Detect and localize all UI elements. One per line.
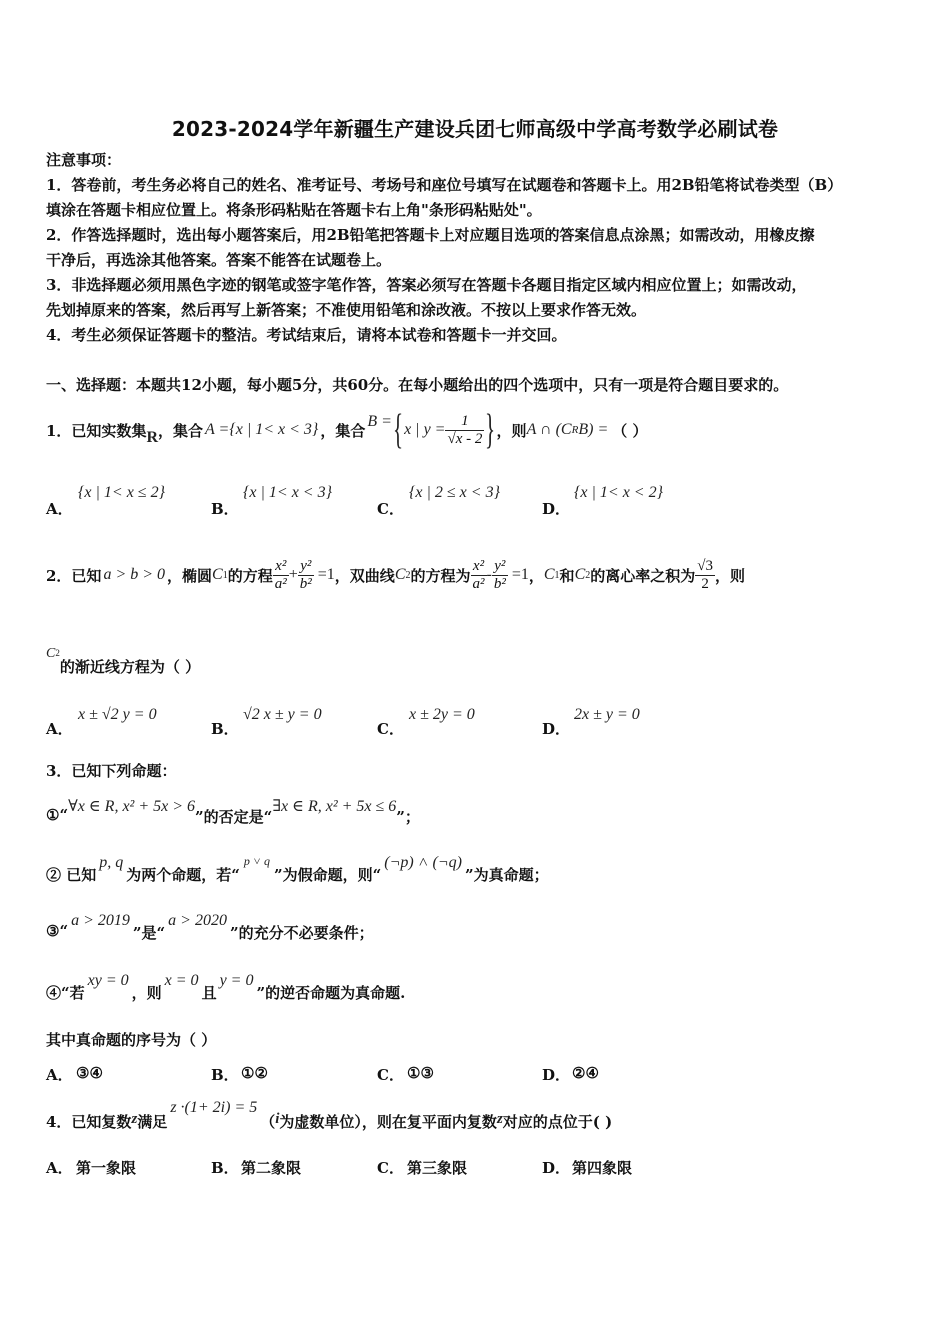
q1-option-b-label[interactable]: B． — [211, 500, 239, 518]
q1-text-4: ，则 — [496, 421, 527, 440]
q4-option-a-label[interactable]: A． — [46, 1159, 73, 1177]
notice-line-3: 2．作答选择题时，选出每小题答案后，用2B铅笔把答题卡上对应题目选项的答案信息点涂黑；如需改动，用橡皮擦 — [46, 226, 815, 244]
q1-text-2: ，集合 — [158, 421, 204, 440]
q4-text-3: （ — [260, 1113, 276, 1131]
q1-set-b-lhs: B = — [367, 413, 392, 430]
q3-option-c-label[interactable]: C． — [377, 1066, 404, 1084]
q3-ask: 其中真命题的序号为（ ） — [46, 1031, 217, 1049]
q4-option-b[interactable]: 第二象限 — [241, 1159, 302, 1177]
q1-set-b-cond: x | y = — [404, 421, 446, 438]
q1-left-brace: { — [392, 407, 404, 453]
q2-frac-y-den: b² — [299, 575, 312, 592]
q1-option-c[interactable]: {x | 2 ≤ x < 3} — [409, 484, 500, 501]
q1-option-b[interactable]: {x | 1< x < 3} — [243, 484, 332, 501]
q3-p3-a: ③“ — [46, 922, 69, 940]
question-4 — [46, 1099, 613, 1131]
q1-expr-sub: R — [571, 424, 579, 436]
q1-expr: A ∩ (C — [526, 421, 572, 438]
q3-p2-math-1: p, q — [99, 854, 124, 871]
q2-text-9: ，则 — [714, 566, 745, 585]
q3-p1-a: ①“ — [46, 806, 69, 824]
q1-option-d-label[interactable]: D． — [542, 500, 571, 518]
q1-text-3: ，集合 — [320, 421, 366, 440]
q2-line-2 — [46, 644, 201, 676]
q2-frac-product-num: √3 — [697, 557, 713, 574]
q2-options — [46, 704, 906, 738]
exam-title: 2023-2024学年新疆生产建设兵团七师高级中学高考数学必刷试卷 — [171, 117, 779, 141]
q3-option-c[interactable]: ①③ — [407, 1064, 434, 1082]
q1-text-1: 1．已知实数集 — [46, 421, 147, 440]
q2-c2: C — [394, 566, 406, 583]
q3-p4-a: ④“若 — [46, 984, 85, 1002]
q2-c2-b-sub: 2 — [585, 569, 591, 581]
notice-line-7: 4．考生必须保证答题卡的整洁。考试结束后，请将本试卷和答题卡一并交回。 — [46, 326, 567, 344]
q1-option-a[interactable]: {x | 1< x ≤ 2} — [78, 484, 165, 501]
q2-c2-b: C — [574, 566, 586, 583]
q4-expr: z ·(1+ 2i) = 5 — [170, 1099, 258, 1116]
q3-p2-c: ”为假命题，则“ — [273, 866, 382, 884]
q2-frac-x2-num: x² — [471, 558, 487, 576]
q2-c2-label: C — [46, 646, 56, 661]
q3-p3-b: ”是“ — [132, 924, 166, 942]
q3-p2-b: 为两个命题，若“ — [126, 866, 240, 884]
notice-line-5: 3．非选择题必须用黑色字迹的钢笔或签字笔作答，答案必须写在答题卡各题目指定区域内相应位置上；如需改动， — [46, 276, 807, 294]
q3-p3-math-1: a > 2019 — [71, 912, 130, 929]
q2-option-b-label[interactable]: B． — [211, 720, 239, 738]
q2-frac-x — [273, 558, 289, 593]
q2-option-a-label[interactable]: A． — [46, 720, 73, 738]
q1-option-c-label[interactable]: C． — [377, 500, 404, 518]
q1-expr-2: B) = — [578, 421, 609, 438]
q3-p4-d: ”的逆否命题为真命题. — [256, 984, 406, 1002]
q2-option-a[interactable]: x ± √2 y = 0 — [78, 706, 157, 723]
q3-p1-math-1: ∀x ∈ R, x² + 5x > 6 — [68, 798, 196, 815]
q3-option-a-label[interactable]: A． — [46, 1066, 73, 1084]
q3-p1-math-2: ∃x ∈ R, x² + 5x ≤ 6 — [272, 798, 397, 815]
q2-minus: - — [486, 566, 492, 583]
q4-option-d-label[interactable]: D． — [542, 1159, 571, 1177]
q2-text-4: ，双曲线 — [334, 566, 395, 585]
q2-frac-x-num: x² — [273, 558, 289, 576]
q3-stem: 3．已知下列命题： — [46, 762, 177, 780]
question-1 — [46, 402, 647, 458]
q2-frac-product — [695, 558, 715, 593]
q2-frac-x2 — [471, 558, 487, 593]
q3-option-d-label[interactable]: D． — [542, 1066, 571, 1084]
q4-i: i — [275, 1111, 280, 1127]
q3-p4-b: ，则 — [131, 984, 162, 1002]
q4-text-4: 为虚数单位），则在复平面内复数 — [279, 1113, 497, 1131]
q2-condition: a > b > 0 — [103, 566, 166, 583]
q2-frac-product-den: 2 — [701, 575, 709, 592]
q2-frac-y2-num: y² — [492, 558, 508, 576]
q4-option-a[interactable]: 第一象限 — [76, 1159, 137, 1177]
q2-text-5: 的方程为 — [410, 566, 471, 585]
q1-fraction — [445, 413, 484, 448]
q2-c1-sub: 1 — [222, 569, 228, 581]
q2-frac-y2-den: b² — [493, 575, 506, 592]
q2-c1-b-sub: 1 — [554, 569, 560, 581]
q3-option-b[interactable]: ①② — [241, 1064, 268, 1082]
q3-p2-d: ”为真命题； — [464, 866, 549, 884]
notice-line-1: 1．答卷前，考生务必将自己的姓名、准考证号、考场号和座位号填写在试题卷和答题卡上。用2B铅笔将试卷类型（B） — [46, 176, 843, 194]
q1-set-a: A ={x | 1< x < 3} — [205, 421, 319, 438]
q3-p4-c: 且 — [201, 984, 217, 1002]
q4-text-2: 满足 — [137, 1113, 168, 1131]
q3-option-d[interactable]: ②④ — [572, 1064, 599, 1082]
q2-c2-label-sub: 2 — [55, 648, 60, 658]
q2-option-d[interactable]: 2x ± y = 0 — [574, 706, 640, 723]
q4-option-c-label[interactable]: C． — [377, 1159, 404, 1177]
notice-line-6: 先划掉原来的答案，然后再写上新答案；不准使用铅笔和涂改液。不按以上要求作答无效。 — [46, 301, 647, 319]
q4-text-1: 4．已知复数 — [46, 1113, 132, 1131]
q3-p2-a: ② 已知 — [46, 866, 97, 884]
q4-z: z — [131, 1111, 138, 1127]
q2-frac-x-den: a² — [274, 575, 287, 592]
q2-eq-2: =1 — [511, 566, 529, 583]
q2-text-6: ， — [528, 566, 544, 585]
q2-frac-y2 — [492, 558, 508, 593]
q3-p1-b: ”的否定是“ — [195, 808, 273, 826]
q4-option-c[interactable]: 第三象限 — [407, 1159, 468, 1177]
q1-options — [46, 484, 906, 518]
q3-option-a[interactable]: ③④ — [76, 1064, 103, 1082]
q2-text-1: 2．已知 — [46, 566, 102, 585]
q2-asymptote-text: 的渐近线方程为（ ） — [59, 658, 201, 676]
notice-line-4: 干净后，再选涂其他答案。答案不能答在试题卷上。 — [46, 251, 392, 269]
q3-option-b-label[interactable]: B． — [211, 1066, 239, 1084]
q3-p4-math-1: xy = 0 — [87, 972, 129, 989]
q1-paren: （ ） — [612, 421, 648, 440]
q2-c1-b: C — [543, 566, 555, 583]
q1-option-a-label[interactable]: A． — [46, 500, 73, 518]
q3-options — [46, 1064, 906, 1088]
q3-p3-c: ”的充分不必要条件； — [229, 924, 374, 942]
q2-option-d-label[interactable]: D． — [542, 720, 571, 738]
q4-options — [46, 1157, 906, 1181]
q2-plus: + — [288, 566, 298, 583]
q2-text-2: ，椭圆 — [167, 566, 213, 585]
q1-right-brace: } — [485, 407, 496, 453]
question-2 — [46, 545, 745, 605]
q4-option-b-label[interactable]: B． — [211, 1159, 239, 1177]
q3-p4-math-2: x = 0 — [164, 972, 199, 989]
q2-c2-sub: 2 — [405, 569, 411, 581]
notice-line-2: 填涂在答题卡相应位置上。将条形码粘贴在答题卡右上角"条形码粘贴处"。 — [46, 201, 542, 219]
q3-p2-math-2: p ˅ q — [243, 854, 270, 868]
q3-p3-math-2: a > 2020 — [168, 912, 227, 929]
q3-proposition-3 — [46, 912, 374, 942]
q2-frac-y-num: y² — [298, 558, 314, 576]
q2-frac-x2-den: a² — [472, 575, 485, 592]
q2-c1: C — [212, 566, 223, 583]
q4-text-5: 对应的点位于( ) — [502, 1113, 613, 1131]
q1-fraction-num: 1 — [445, 413, 484, 431]
q3-proposition-2 — [46, 854, 549, 884]
q1-option-d[interactable]: {x | 1< x < 2} — [574, 484, 663, 501]
q3-proposition-1 — [46, 796, 420, 826]
q2-option-c-label[interactable]: C． — [377, 720, 404, 738]
q4-z-2: z — [496, 1111, 503, 1127]
q1-radicand: x - 2 — [455, 430, 483, 447]
q3-p4-math-3: y = 0 — [219, 972, 254, 989]
q2-option-c[interactable]: x ± 2y = 0 — [409, 706, 475, 723]
q2-text-3: 的方程 — [227, 566, 273, 585]
q2-frac-y — [298, 558, 314, 593]
q1-fraction-den: √x - 2 — [447, 430, 483, 447]
q1-real-set: R — [146, 429, 159, 446]
q3-p1-c: ”； — [396, 808, 420, 826]
q2-eq-1: =1 — [317, 566, 335, 583]
notice-heading: 注意事项： — [46, 151, 122, 169]
q3-p2-math-3: (¬p) ˄ (¬q) — [384, 854, 462, 871]
q2-option-b[interactable]: √2 x ± y = 0 — [243, 706, 322, 723]
q2-text-8: 的离心率之积为 — [590, 566, 696, 585]
q2-text-7: 和 — [559, 566, 575, 585]
q3-proposition-4 — [46, 972, 406, 1002]
section-heading: 一、选择题：本题共12小题，每小题5分，共60分。在每小题给出的四个选项中，只有一项是符合题目要求的。 — [46, 376, 789, 394]
q4-option-d[interactable]: 第四象限 — [572, 1159, 633, 1177]
